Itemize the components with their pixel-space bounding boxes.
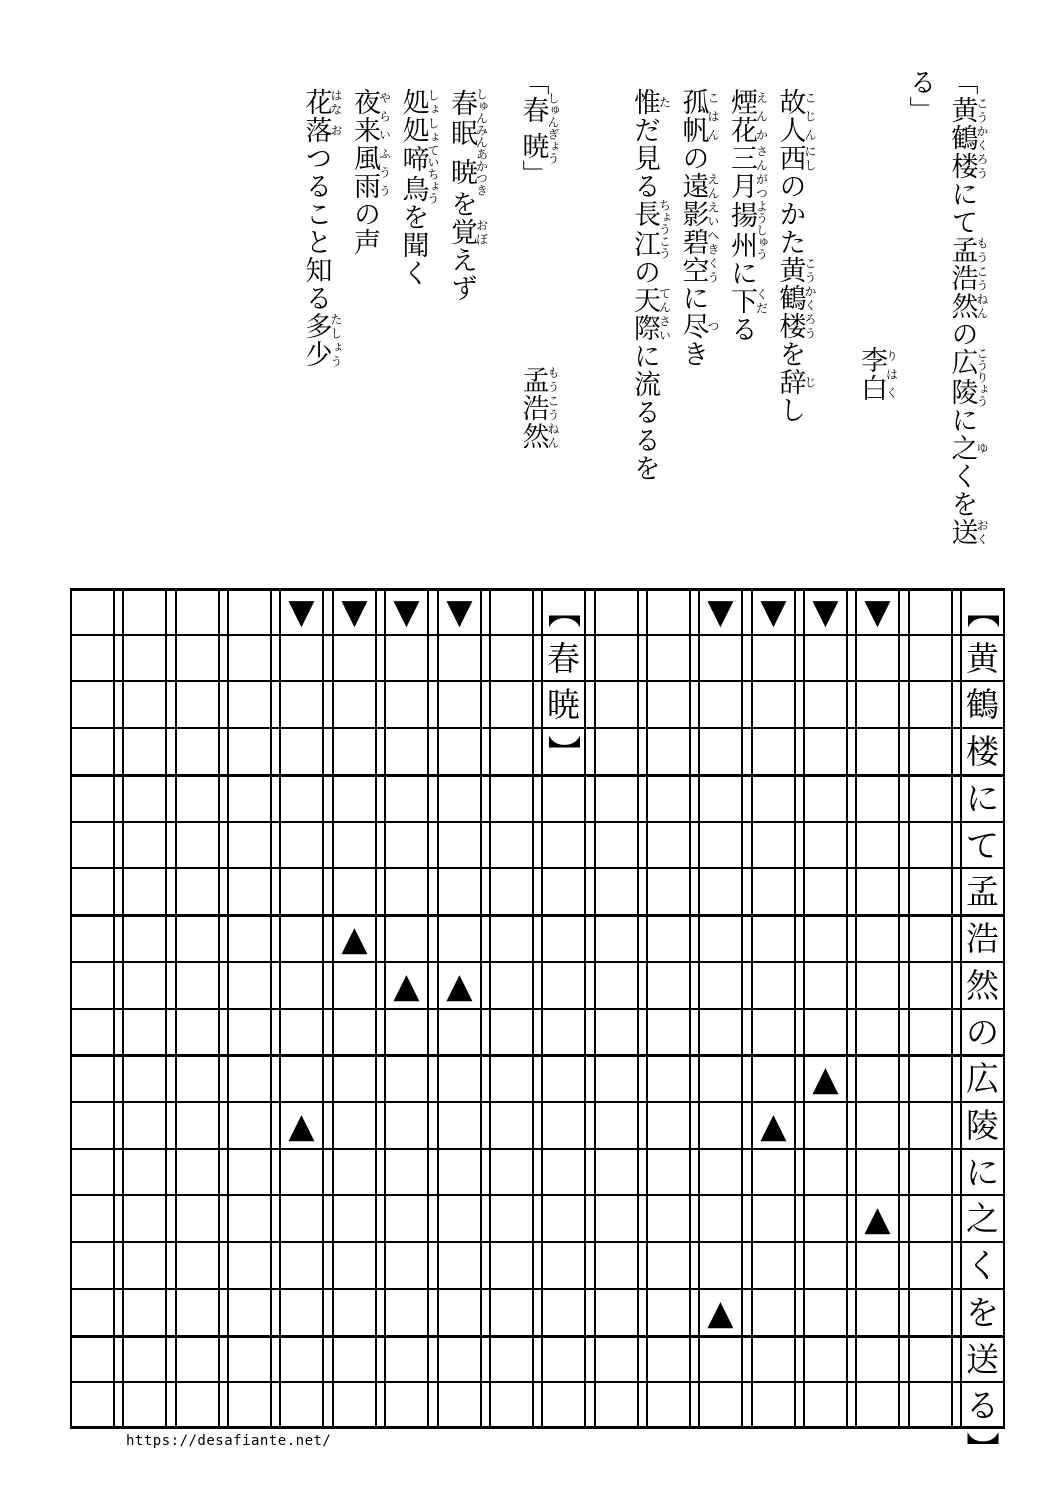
grid-column-line <box>122 588 124 1429</box>
grid-overflow-bracket: 】 <box>963 1431 1002 1465</box>
grid-row-line <box>70 1426 1005 1429</box>
grid-column-line <box>803 588 805 1429</box>
poem1-line-2: 煙花えんか三月さんがつ揚州ようしゅうに下くだる <box>726 88 769 343</box>
grid-column-line <box>322 588 324 1429</box>
grid-char-cell: 春 <box>547 638 580 678</box>
grid-char-cell: 浩 <box>966 919 999 958</box>
down-triangle-icon: ▼ <box>393 591 420 632</box>
grid-row-line <box>70 1335 1005 1338</box>
grid-char-cell: る <box>966 1386 999 1425</box>
grid-char-cell: 】 <box>544 735 583 768</box>
up-triangle-icon: ▲ <box>812 1058 839 1099</box>
poem1-line-3: 孤帆こはんの遠影えんえい碧空へきくうに尽つき <box>677 88 720 368</box>
grid-char-cell: 広 <box>966 1059 999 1098</box>
grid-column-line <box>846 588 848 1429</box>
up-triangle-icon: ▲ <box>288 1105 315 1146</box>
grid-row-line <box>70 1148 1005 1150</box>
poem2-line-2: 処処しょしょ啼鳥ていちょうを聞く <box>397 88 440 287</box>
up-triangle-icon: ▲ <box>707 1292 734 1333</box>
grid-column-line <box>332 588 334 1429</box>
grid-char-cell: 暁 <box>547 685 580 724</box>
grid-row-line <box>70 774 1005 777</box>
grid-row-line <box>70 961 1005 963</box>
poem2-title-block <box>512 64 560 594</box>
grid-column-line <box>646 588 648 1429</box>
grid-char-cell: く <box>966 1246 999 1285</box>
grid-column-line <box>489 588 491 1429</box>
grid-column-line <box>70 588 72 1429</box>
grid-column-line <box>794 588 796 1429</box>
poem2-line-1: 春眠しゅんみん暁あかつきを覚おぼえず <box>446 88 489 302</box>
grid-row-line <box>70 1381 1005 1383</box>
grid-column-line <box>279 588 281 1429</box>
grid-char-cell: 楼 <box>966 732 999 771</box>
grid-column-line <box>113 588 115 1429</box>
grid-column-line <box>270 588 272 1429</box>
grid-char-cell: 之 <box>966 1199 999 1238</box>
grid-column-line <box>165 588 167 1429</box>
grid-column-line <box>751 588 753 1429</box>
grid-char-cell: を <box>966 1293 999 1332</box>
poem1-author: 李白りはく <box>856 346 899 402</box>
grid-column-line <box>532 588 534 1429</box>
grid-column-line <box>855 588 857 1429</box>
grid-char-cell: 【 <box>544 595 583 628</box>
poem1-line-4: 惟ただ見る長江ちょうこうの天際てんさいに流るるを <box>629 88 672 482</box>
down-triangle-icon: ▼ <box>707 591 734 632</box>
up-triangle-icon: ▲ <box>864 1198 891 1239</box>
poem1-line-1: 故人こじん西にしのかた黄鶴楼こうかくろうを辞じし <box>774 88 817 424</box>
grid-column-line <box>227 588 229 1429</box>
up-triangle-icon: ▲ <box>341 918 368 959</box>
grid-row-line <box>70 1101 1005 1103</box>
grid-char-cell: て <box>966 825 999 865</box>
grid-char-cell: 孟 <box>966 872 999 911</box>
poem2-title: 「春暁しゅんぎょう」 <box>517 68 560 188</box>
grid-column-line <box>908 588 910 1429</box>
grid-column-line <box>175 588 177 1429</box>
down-triangle-icon: ▼ <box>288 591 315 632</box>
up-triangle-icon: ▲ <box>760 1105 787 1146</box>
down-triangle-icon: ▼ <box>341 591 368 632</box>
poem2-line-3: 夜来やらい風雨ふううの声 <box>349 88 392 256</box>
grid-char-cell: 然 <box>966 966 999 1005</box>
grid-column-line <box>898 588 900 1429</box>
up-triangle-icon: ▲ <box>393 965 420 1006</box>
grid-column-line <box>689 588 691 1429</box>
down-triangle-icon: ▼ <box>812 591 839 632</box>
grid-row-line <box>70 680 1005 682</box>
grid-column-line <box>375 588 377 1429</box>
source-url: https://desafiante.net/ <box>126 1433 332 1449</box>
grid-char-cell: の <box>966 1012 999 1052</box>
up-triangle-icon: ▲ <box>446 965 473 1006</box>
poem1-title: 「黄鶴楼こうかくろうにて孟浩然もうこうねんの広陵こうりょうに之ゆくを送おくる」 <box>904 68 989 546</box>
grid-char-cell: 黄 <box>966 638 999 678</box>
grid-column-line <box>594 588 596 1429</box>
grid-char-cell: 【 <box>963 595 1002 628</box>
poems-header <box>294 64 989 594</box>
grid-row-line <box>70 1054 1005 1057</box>
grid-row-line <box>70 867 1005 869</box>
grid-char-cell: 送 <box>966 1339 999 1379</box>
grid-row-line <box>70 1008 1005 1010</box>
grid-char-cell: 陵 <box>966 1106 999 1145</box>
poem2-line-4: 花はな落おつること知る多少たしょう <box>300 88 343 368</box>
grid-column-line <box>951 588 953 1429</box>
grid-row-line <box>70 1288 1005 1290</box>
grid-row-line <box>70 821 1005 823</box>
grid-row-line <box>70 914 1005 917</box>
down-triangle-icon: ▼ <box>760 591 787 632</box>
grid-char-cell: に <box>966 779 999 818</box>
grid-row-line <box>70 727 1005 729</box>
grid-column-line <box>218 588 220 1429</box>
poem2-author: 孟浩然もうこうねん <box>517 365 560 450</box>
grid-char-cell: 鶴 <box>966 685 999 724</box>
grid-char-cell: に <box>966 1152 999 1192</box>
grid-column-line <box>637 588 639 1429</box>
down-triangle-icon: ▼ <box>864 591 891 632</box>
down-triangle-icon: ▼ <box>446 591 473 632</box>
